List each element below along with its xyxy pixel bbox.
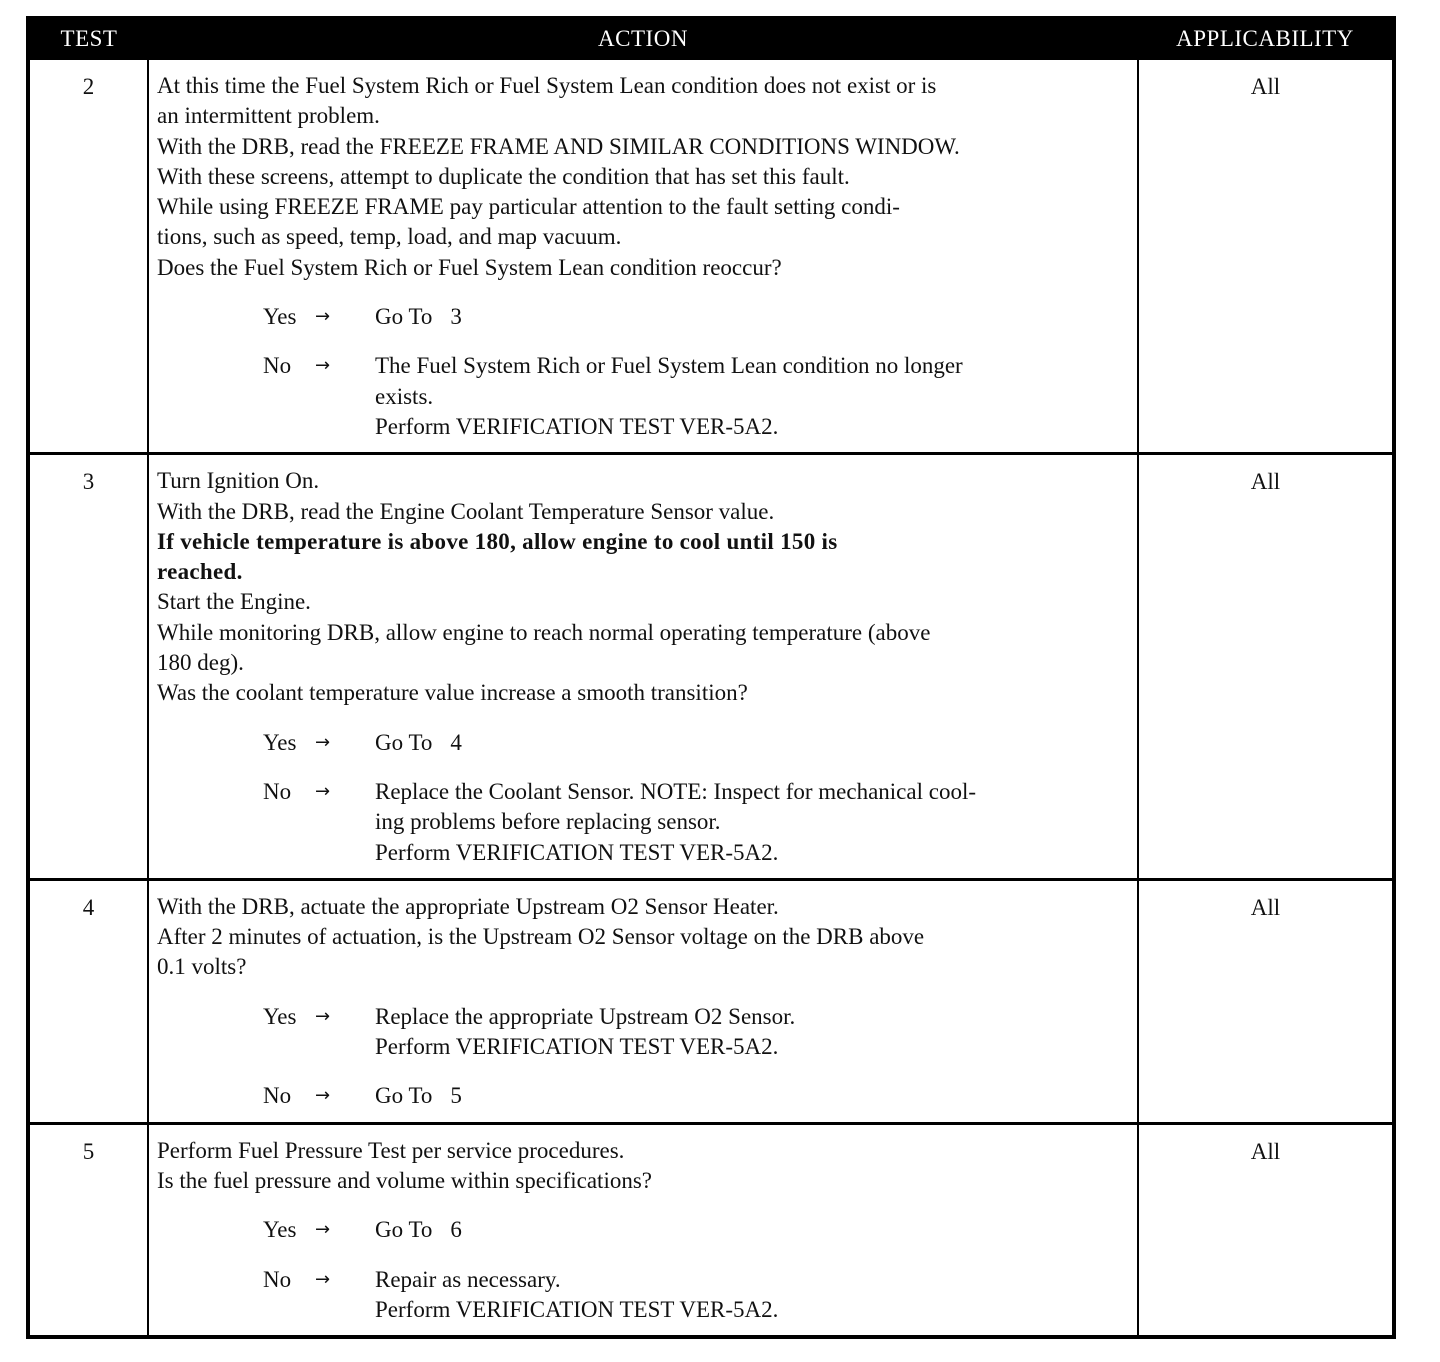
arrow-right-icon: → [315, 731, 331, 753]
goto-number: 3 [450, 304, 462, 330]
warning-line: reached. [157, 559, 243, 585]
action-line: While using FREEZE FRAME pay particular attention to the fault setting condi- [157, 194, 900, 220]
table-row [28, 59, 1394, 454]
no-outcome [157, 1265, 1129, 1326]
result-line: Perform VERIFICATION TEST VER-5A2. [375, 413, 779, 439]
action-line: With the DRB, read the FREEZE FRAME AND SIMILAR CONDITIONS WINDOW. [157, 133, 960, 159]
table-row [28, 879, 1394, 1123]
goto-label: Go To [375, 304, 433, 330]
action-cell [148, 1123, 1138, 1337]
action-line: With the DRB, read the Engine Coolant Temperature Sensor value. [157, 498, 775, 524]
table-header [28, 18, 1394, 59]
action-line: Was the coolant temperature value increase a smooth transition? [157, 680, 748, 706]
action-line: At this time the Fuel System Rich or Fuel System Lean condition does not exist or is [157, 73, 937, 98]
action-cell [148, 454, 1138, 880]
action-line: 0.1 volts? [157, 954, 247, 980]
result-line: The Fuel System Rich or Fuel System Lean condition no longer [375, 353, 963, 379]
goto-number: 4 [450, 729, 462, 755]
no-label: No [263, 1083, 292, 1109]
action-line: With the DRB, actuate the appropriate Upstream O2 Sensor Heater. [157, 893, 779, 919]
applicability: All [1138, 59, 1394, 454]
goto-label: Go To [375, 1217, 433, 1243]
yes-label: Yes [263, 1003, 297, 1029]
yes-result [375, 1215, 1129, 1245]
action-line: After 2 minutes of actuation, is the Upstream O2 Sensor voltage on the DRB above [157, 924, 925, 950]
action-line: With these screens, attempt to duplicate the condition that has set this fault. [157, 163, 850, 189]
arrow-right-icon: → [315, 355, 331, 377]
action-cell [148, 879, 1138, 1123]
header-action: ACTION [148, 18, 1138, 59]
result-line: ing problems before replacing sensor. [375, 809, 721, 835]
arrow-right-icon: → [315, 306, 331, 328]
header-row [28, 18, 1394, 59]
no-outcome [157, 1081, 1129, 1111]
yes-result [375, 728, 1129, 758]
action-line: Start the Engine. [157, 589, 311, 615]
table-row [28, 454, 1394, 880]
no-result [375, 1265, 1129, 1326]
no-outcome [157, 777, 1129, 868]
test-number: 2 [28, 59, 148, 454]
action-line: While monitoring DRB, allow engine to reach normal operating temperature (above [157, 619, 931, 645]
action-cell [148, 59, 1138, 454]
header-test: TEST [28, 18, 148, 59]
no-label: No [263, 1266, 292, 1292]
no-result [375, 351, 1129, 442]
arrow-right-icon: → [315, 1219, 331, 1241]
arrow-right-icon: → [315, 1085, 331, 1107]
applicability: All [1138, 1123, 1394, 1337]
no-result [375, 1081, 1129, 1111]
no-label: No [263, 778, 292, 804]
goto-number: 5 [450, 1083, 462, 1109]
arrow-right-icon: → [315, 1005, 331, 1027]
no-outcome [157, 351, 1129, 442]
action-line: Does the Fuel System Rich or Fuel System Lean condition reoccur? [157, 254, 782, 280]
yes-label: Yes [263, 729, 297, 755]
goto-label: Go To [375, 1083, 433, 1109]
action-line: an intermittent problem. [157, 103, 380, 129]
action-line: Perform Fuel Pressure Test per service procedures. [157, 1137, 625, 1163]
goto-label: Go To [375, 729, 433, 755]
table-row [28, 1123, 1394, 1337]
no-result [375, 777, 1129, 868]
applicability: All [1138, 454, 1394, 880]
yes-label: Yes [263, 1217, 297, 1243]
diagnostic-table [26, 16, 1396, 1339]
goto-number: 6 [450, 1217, 462, 1243]
test-number: 3 [28, 454, 148, 880]
test-number: 4 [28, 879, 148, 1123]
applicability: All [1138, 879, 1394, 1123]
result-line: Perform VERIFICATION TEST VER-5A2. [375, 839, 779, 865]
test-number: 5 [28, 1123, 148, 1337]
result-line: exists. [375, 383, 434, 409]
yes-outcome [157, 1002, 1129, 1063]
warning-line: If vehicle temperature is above 180, allow engine to cool until 150 is [157, 528, 838, 554]
yes-label: Yes [263, 304, 297, 330]
yes-outcome [157, 1215, 1129, 1245]
result-line: Perform VERIFICATION TEST VER-5A2. [375, 1296, 779, 1322]
yes-outcome [157, 728, 1129, 758]
yes-result [375, 302, 1129, 332]
action-line: Turn Ignition On. [157, 468, 320, 494]
result-line: Repair as necessary. [375, 1266, 561, 1292]
yes-outcome [157, 302, 1129, 332]
no-label: No [263, 353, 292, 379]
action-line: Is the fuel pressure and volume within specifications? [157, 1167, 652, 1193]
action-line: 180 deg). [157, 650, 244, 676]
action-line: tions, such as speed, temp, load, and map vacuum. [157, 224, 622, 250]
header-applicability: APPLICABILITY [1138, 18, 1394, 59]
result-line: Replace the Coolant Sensor. NOTE: Inspect for mechanical cool- [375, 778, 976, 804]
result-line: Replace the appropriate Upstream O2 Sensor. [375, 1003, 796, 1029]
arrow-right-icon: → [315, 780, 331, 802]
arrow-right-icon: → [315, 1268, 331, 1290]
yes-result [375, 1002, 1129, 1063]
result-line: Perform VERIFICATION TEST VER-5A2. [375, 1034, 779, 1060]
